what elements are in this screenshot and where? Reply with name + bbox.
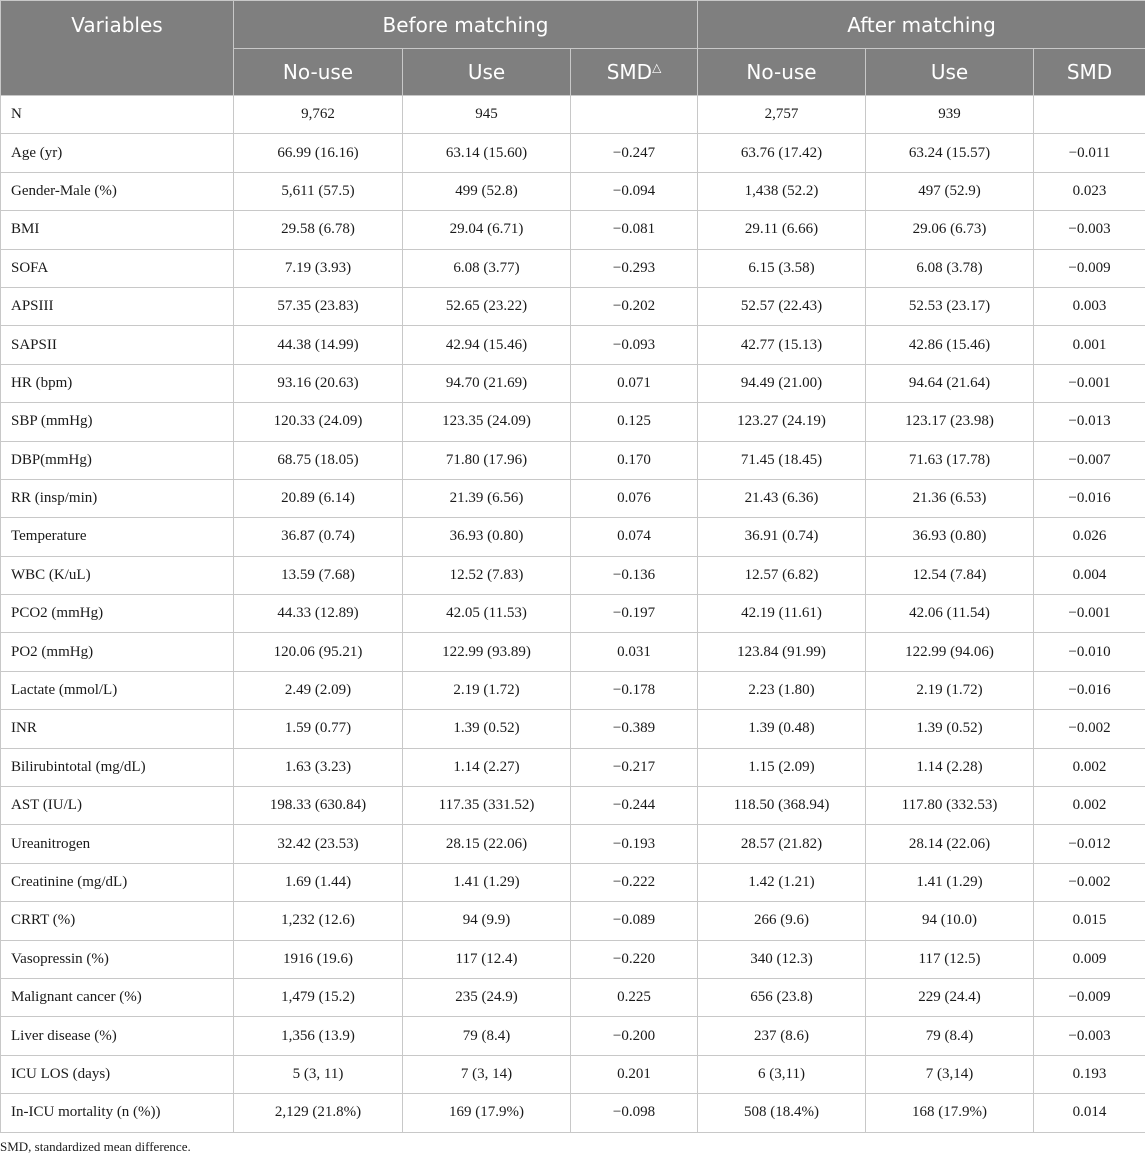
after-matching-header: After matching bbox=[698, 1, 1145, 49]
after-use-cell: 2.19 (1.72) bbox=[866, 671, 1034, 709]
before-smd-cell: −0.293 bbox=[571, 249, 698, 287]
before-smd-cell: −0.178 bbox=[571, 671, 698, 709]
before-no-use-cell: 7.19 (3.93) bbox=[234, 249, 403, 287]
before-smd-cell: −0.247 bbox=[571, 134, 698, 172]
variable-cell: Bilirubintotal (mg/dL) bbox=[1, 748, 234, 786]
table-row bbox=[1, 787, 1145, 825]
after-use-cell: 94 (10.0) bbox=[866, 902, 1034, 940]
before-smd-cell: −0.093 bbox=[571, 326, 698, 364]
after-smd-cell: −0.007 bbox=[1034, 441, 1145, 479]
after-no-use-cell: 94.49 (21.00) bbox=[698, 364, 866, 402]
after-smd-cell: −0.016 bbox=[1034, 671, 1145, 709]
after-smd-cell: −0.002 bbox=[1034, 863, 1145, 901]
table-row bbox=[1, 441, 1145, 479]
variable-cell: AST (IU/L) bbox=[1, 787, 234, 825]
variables-header: Variables bbox=[1, 1, 234, 96]
table-body bbox=[1, 96, 1145, 1133]
after-use-cell: 12.54 (7.84) bbox=[866, 556, 1034, 594]
before-no-use-cell: 1,479 (15.2) bbox=[234, 978, 403, 1016]
before-use-header: Use bbox=[403, 49, 571, 96]
after-use-cell: 117.80 (332.53) bbox=[866, 787, 1034, 825]
before-no-use-header: No-use bbox=[234, 49, 403, 96]
before-no-use-cell: 1,356 (13.9) bbox=[234, 1017, 403, 1055]
table-row bbox=[1, 710, 1145, 748]
after-smd-cell: 0.023 bbox=[1034, 172, 1145, 210]
header-row-groups bbox=[1, 1, 1145, 49]
variable-cell: Lactate (mmol/L) bbox=[1, 671, 234, 709]
before-smd-cell: −0.217 bbox=[571, 748, 698, 786]
after-use-cell: 21.36 (6.53) bbox=[866, 479, 1034, 517]
after-use-cell: 939 bbox=[866, 96, 1034, 134]
after-use-cell: 79 (8.4) bbox=[866, 1017, 1034, 1055]
before-no-use-cell: 66.99 (16.16) bbox=[234, 134, 403, 172]
before-smd-cell: −0.200 bbox=[571, 1017, 698, 1055]
before-no-use-cell: 93.16 (20.63) bbox=[234, 364, 403, 402]
variable-cell: HR (bpm) bbox=[1, 364, 234, 402]
table-row bbox=[1, 1094, 1145, 1132]
before-smd-cell: 0.031 bbox=[571, 633, 698, 671]
before-no-use-cell: 9,762 bbox=[234, 96, 403, 134]
before-smd-cell: −0.197 bbox=[571, 595, 698, 633]
smd-label: SMD bbox=[606, 60, 653, 84]
before-no-use-cell: 120.33 (24.09) bbox=[234, 403, 403, 441]
after-use-cell: 29.06 (6.73) bbox=[866, 211, 1034, 249]
table-row bbox=[1, 518, 1145, 556]
before-smd-cell: 0.225 bbox=[571, 978, 698, 1016]
table-row bbox=[1, 825, 1145, 863]
before-use-cell: 499 (52.8) bbox=[403, 172, 571, 210]
before-use-cell: 2.19 (1.72) bbox=[403, 671, 571, 709]
table-row bbox=[1, 172, 1145, 210]
after-no-use-cell: 42.19 (11.61) bbox=[698, 595, 866, 633]
variable-cell: In-ICU mortality (n (%)) bbox=[1, 1094, 234, 1132]
variable-cell: Creatinine (mg/dL) bbox=[1, 863, 234, 901]
before-no-use-cell: 1.69 (1.44) bbox=[234, 863, 403, 901]
after-smd-cell: 0.002 bbox=[1034, 748, 1145, 786]
before-smd-cell: 0.071 bbox=[571, 364, 698, 402]
before-no-use-cell: 68.75 (18.05) bbox=[234, 441, 403, 479]
after-smd-cell: 0.001 bbox=[1034, 326, 1145, 364]
before-no-use-cell: 20.89 (6.14) bbox=[234, 479, 403, 517]
after-no-use-cell: 71.45 (18.45) bbox=[698, 441, 866, 479]
after-smd-cell: −0.011 bbox=[1034, 134, 1145, 172]
before-no-use-cell: 2,129 (21.8%) bbox=[234, 1094, 403, 1132]
before-use-cell: 71.80 (17.96) bbox=[403, 441, 571, 479]
table-row bbox=[1, 1055, 1145, 1093]
after-no-use-cell: 237 (8.6) bbox=[698, 1017, 866, 1055]
before-no-use-cell: 44.33 (12.89) bbox=[234, 595, 403, 633]
variable-cell: Age (yr) bbox=[1, 134, 234, 172]
before-use-cell: 29.04 (6.71) bbox=[403, 211, 571, 249]
before-no-use-cell: 29.58 (6.78) bbox=[234, 211, 403, 249]
variable-cell: SAPSII bbox=[1, 326, 234, 364]
before-use-cell: 1.39 (0.52) bbox=[403, 710, 571, 748]
variable-cell: DBP(mmHg) bbox=[1, 441, 234, 479]
table-row bbox=[1, 748, 1145, 786]
table-row bbox=[1, 96, 1145, 134]
after-use-cell: 1.41 (1.29) bbox=[866, 863, 1034, 901]
variable-cell: SOFA bbox=[1, 249, 234, 287]
variable-cell: PO2 (mmHg) bbox=[1, 633, 234, 671]
before-use-cell: 1.41 (1.29) bbox=[403, 863, 571, 901]
after-use-cell: 52.53 (23.17) bbox=[866, 287, 1034, 325]
after-smd-cell: −0.003 bbox=[1034, 211, 1145, 249]
before-no-use-cell: 120.06 (95.21) bbox=[234, 633, 403, 671]
before-no-use-cell: 1,232 (12.6) bbox=[234, 902, 403, 940]
after-use-cell: 7 (3,14) bbox=[866, 1055, 1034, 1093]
after-no-use-cell: 123.27 (24.19) bbox=[698, 403, 866, 441]
table-row bbox=[1, 364, 1145, 402]
variable-cell: N bbox=[1, 96, 234, 134]
before-no-use-cell: 1.59 (0.77) bbox=[234, 710, 403, 748]
variable-cell: SBP (mmHg) bbox=[1, 403, 234, 441]
after-no-use-cell: 2,757 bbox=[698, 96, 866, 134]
before-no-use-cell: 5,611 (57.5) bbox=[234, 172, 403, 210]
after-no-use-cell: 21.43 (6.36) bbox=[698, 479, 866, 517]
before-use-cell: 945 bbox=[403, 96, 571, 134]
after-no-use-cell: 6.15 (3.58) bbox=[698, 249, 866, 287]
before-smd-header bbox=[571, 49, 698, 96]
after-no-use-cell: 340 (12.3) bbox=[698, 940, 866, 978]
after-use-cell: 229 (24.4) bbox=[866, 978, 1034, 1016]
after-no-use-cell: 63.76 (17.42) bbox=[698, 134, 866, 172]
before-smd-cell: −0.094 bbox=[571, 172, 698, 210]
after-smd-cell: 0.015 bbox=[1034, 902, 1145, 940]
after-no-use-cell: 123.84 (91.99) bbox=[698, 633, 866, 671]
before-smd-cell: −0.136 bbox=[571, 556, 698, 594]
before-use-cell: 6.08 (3.77) bbox=[403, 249, 571, 287]
after-smd-cell: 0.026 bbox=[1034, 518, 1145, 556]
before-use-cell: 169 (17.9%) bbox=[403, 1094, 571, 1132]
after-no-use-cell: 1.15 (2.09) bbox=[698, 748, 866, 786]
before-no-use-cell: 198.33 (630.84) bbox=[234, 787, 403, 825]
before-use-cell: 117 (12.4) bbox=[403, 940, 571, 978]
before-use-cell: 7 (3, 14) bbox=[403, 1055, 571, 1093]
after-use-cell: 63.24 (15.57) bbox=[866, 134, 1034, 172]
table-row bbox=[1, 403, 1145, 441]
before-use-cell: 52.65 (23.22) bbox=[403, 287, 571, 325]
before-use-cell: 42.05 (11.53) bbox=[403, 595, 571, 633]
table-row bbox=[1, 211, 1145, 249]
after-no-use-cell: 12.57 (6.82) bbox=[698, 556, 866, 594]
before-smd-cell: 0.125 bbox=[571, 403, 698, 441]
after-use-header: Use bbox=[866, 49, 1034, 96]
before-smd-cell: 0.170 bbox=[571, 441, 698, 479]
variable-cell: Vasopressin (%) bbox=[1, 940, 234, 978]
before-smd-cell: 0.076 bbox=[571, 479, 698, 517]
after-no-use-cell: 1.42 (1.21) bbox=[698, 863, 866, 901]
after-no-use-cell: 1,438 (52.2) bbox=[698, 172, 866, 210]
before-use-cell: 123.35 (24.09) bbox=[403, 403, 571, 441]
after-smd-cell: 0.004 bbox=[1034, 556, 1145, 594]
after-smd-cell: −0.013 bbox=[1034, 403, 1145, 441]
table-row bbox=[1, 326, 1145, 364]
before-use-cell: 79 (8.4) bbox=[403, 1017, 571, 1055]
variable-cell: Temperature bbox=[1, 518, 234, 556]
before-no-use-cell: 36.87 (0.74) bbox=[234, 518, 403, 556]
before-smd-cell bbox=[571, 96, 698, 134]
after-smd-cell: −0.009 bbox=[1034, 978, 1145, 1016]
before-no-use-cell: 1916 (19.6) bbox=[234, 940, 403, 978]
before-use-cell: 94 (9.9) bbox=[403, 902, 571, 940]
after-smd-cell: 0.009 bbox=[1034, 940, 1145, 978]
before-use-cell: 36.93 (0.80) bbox=[403, 518, 571, 556]
before-no-use-cell: 57.35 (23.83) bbox=[234, 287, 403, 325]
before-smd-cell: −0.098 bbox=[571, 1094, 698, 1132]
variable-cell: APSIII bbox=[1, 287, 234, 325]
before-smd-cell: −0.244 bbox=[571, 787, 698, 825]
before-no-use-cell: 2.49 (2.09) bbox=[234, 671, 403, 709]
variable-cell: RR (insp/min) bbox=[1, 479, 234, 517]
after-smd-cell: 0.193 bbox=[1034, 1055, 1145, 1093]
after-use-cell: 117 (12.5) bbox=[866, 940, 1034, 978]
after-use-cell: 94.64 (21.64) bbox=[866, 364, 1034, 402]
after-no-use-cell: 42.77 (15.13) bbox=[698, 326, 866, 364]
table-footnote: SMD, standardized mean difference. bbox=[0, 1139, 191, 1154]
table-row bbox=[1, 633, 1145, 671]
before-smd-cell: −0.089 bbox=[571, 902, 698, 940]
after-no-use-cell: 36.91 (0.74) bbox=[698, 518, 866, 556]
before-smd-cell: −0.389 bbox=[571, 710, 698, 748]
before-use-cell: 1.14 (2.27) bbox=[403, 748, 571, 786]
after-no-use-cell: 118.50 (368.94) bbox=[698, 787, 866, 825]
before-use-cell: 21.39 (6.56) bbox=[403, 479, 571, 517]
table-row bbox=[1, 863, 1145, 901]
before-smd-cell: −0.222 bbox=[571, 863, 698, 901]
after-use-cell: 6.08 (3.78) bbox=[866, 249, 1034, 287]
variable-cell: Liver disease (%) bbox=[1, 1017, 234, 1055]
after-no-use-cell: 6 (3,11) bbox=[698, 1055, 866, 1093]
before-smd-cell: 0.074 bbox=[571, 518, 698, 556]
after-no-use-cell: 2.23 (1.80) bbox=[698, 671, 866, 709]
before-smd-cell: −0.081 bbox=[571, 211, 698, 249]
after-no-use-cell: 656 (23.8) bbox=[698, 978, 866, 1016]
after-smd-cell: −0.002 bbox=[1034, 710, 1145, 748]
after-smd-cell: 0.014 bbox=[1034, 1094, 1145, 1132]
after-use-cell: 42.06 (11.54) bbox=[866, 595, 1034, 633]
variable-cell: ICU LOS (days) bbox=[1, 1055, 234, 1093]
variable-cell: PCO2 (mmHg) bbox=[1, 595, 234, 633]
after-no-use-cell: 29.11 (6.66) bbox=[698, 211, 866, 249]
variable-cell: INR bbox=[1, 710, 234, 748]
before-no-use-cell: 5 (3, 11) bbox=[234, 1055, 403, 1093]
after-no-use-cell: 266 (9.6) bbox=[698, 902, 866, 940]
table-row bbox=[1, 287, 1145, 325]
after-no-use-cell: 1.39 (0.48) bbox=[698, 710, 866, 748]
after-use-cell: 168 (17.9%) bbox=[866, 1094, 1034, 1132]
after-use-cell: 1.39 (0.52) bbox=[866, 710, 1034, 748]
table-header bbox=[1, 1, 1145, 96]
table-row bbox=[1, 671, 1145, 709]
variable-cell: Ureanitrogen bbox=[1, 825, 234, 863]
table-row bbox=[1, 249, 1145, 287]
after-smd-cell: −0.003 bbox=[1034, 1017, 1145, 1055]
after-use-cell: 71.63 (17.78) bbox=[866, 441, 1034, 479]
before-use-cell: 28.15 (22.06) bbox=[403, 825, 571, 863]
after-smd-cell bbox=[1034, 96, 1145, 134]
variable-cell: Malignant cancer (%) bbox=[1, 978, 234, 1016]
variable-cell: WBC (K/uL) bbox=[1, 556, 234, 594]
after-smd-cell: 0.003 bbox=[1034, 287, 1145, 325]
before-smd-cell: 0.201 bbox=[571, 1055, 698, 1093]
after-use-cell: 497 (52.9) bbox=[866, 172, 1034, 210]
after-smd-cell: −0.009 bbox=[1034, 249, 1145, 287]
before-use-cell: 122.99 (93.89) bbox=[403, 633, 571, 671]
before-no-use-cell: 13.59 (7.68) bbox=[234, 556, 403, 594]
after-no-use-header: No-use bbox=[698, 49, 866, 96]
after-use-cell: 123.17 (23.98) bbox=[866, 403, 1034, 441]
before-smd-cell: −0.220 bbox=[571, 940, 698, 978]
before-use-cell: 63.14 (15.60) bbox=[403, 134, 571, 172]
after-smd-cell: −0.012 bbox=[1034, 825, 1145, 863]
table-row bbox=[1, 940, 1145, 978]
before-use-cell: 117.35 (331.52) bbox=[403, 787, 571, 825]
before-use-cell: 235 (24.9) bbox=[403, 978, 571, 1016]
table-row bbox=[1, 556, 1145, 594]
variable-cell: CRRT (%) bbox=[1, 902, 234, 940]
table-row bbox=[1, 902, 1145, 940]
table-row bbox=[1, 595, 1145, 633]
before-no-use-cell: 44.38 (14.99) bbox=[234, 326, 403, 364]
table-row bbox=[1, 134, 1145, 172]
after-smd-cell: −0.016 bbox=[1034, 479, 1145, 517]
table-row bbox=[1, 978, 1145, 1016]
table-row bbox=[1, 1017, 1145, 1055]
after-no-use-cell: 28.57 (21.82) bbox=[698, 825, 866, 863]
variable-cell: BMI bbox=[1, 211, 234, 249]
before-use-cell: 12.52 (7.83) bbox=[403, 556, 571, 594]
before-no-use-cell: 32.42 (23.53) bbox=[234, 825, 403, 863]
before-smd-cell: −0.202 bbox=[571, 287, 698, 325]
after-use-cell: 36.93 (0.80) bbox=[866, 518, 1034, 556]
after-smd-cell: −0.001 bbox=[1034, 364, 1145, 402]
before-use-cell: 94.70 (21.69) bbox=[403, 364, 571, 402]
before-use-cell: 42.94 (15.46) bbox=[403, 326, 571, 364]
after-use-cell: 28.14 (22.06) bbox=[866, 825, 1034, 863]
after-smd-cell: −0.010 bbox=[1034, 633, 1145, 671]
after-smd-cell: 0.002 bbox=[1034, 787, 1145, 825]
before-smd-cell: −0.193 bbox=[571, 825, 698, 863]
after-smd-header: SMD bbox=[1034, 49, 1145, 96]
after-use-cell: 1.14 (2.28) bbox=[866, 748, 1034, 786]
table-row bbox=[1, 479, 1145, 517]
triangle-footnote-mark: △ bbox=[652, 60, 662, 75]
after-no-use-cell: 52.57 (22.43) bbox=[698, 287, 866, 325]
before-no-use-cell: 1.63 (3.23) bbox=[234, 748, 403, 786]
after-use-cell: 42.86 (15.46) bbox=[866, 326, 1034, 364]
variable-cell: Gender-Male (%) bbox=[1, 172, 234, 210]
after-no-use-cell: 508 (18.4%) bbox=[698, 1094, 866, 1132]
after-smd-cell: −0.001 bbox=[1034, 595, 1145, 633]
after-use-cell: 122.99 (94.06) bbox=[866, 633, 1034, 671]
before-matching-header: Before matching bbox=[234, 1, 698, 49]
